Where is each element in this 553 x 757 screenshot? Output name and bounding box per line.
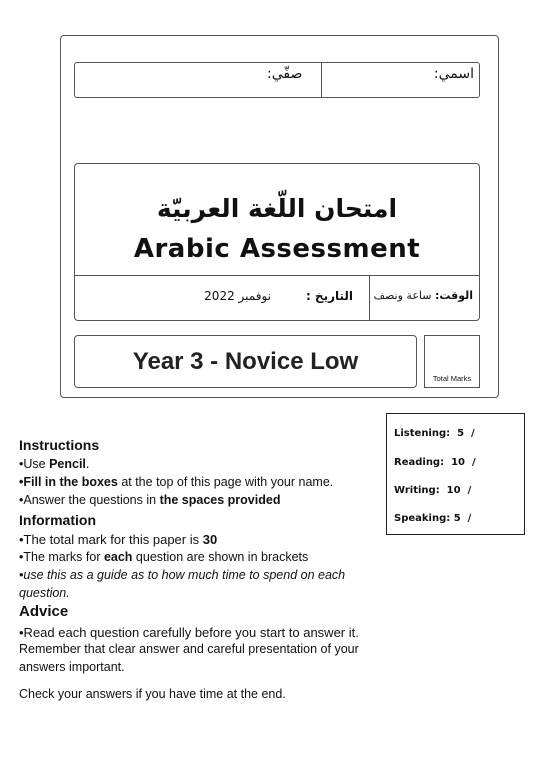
marks-slash: / xyxy=(471,428,475,439)
name-label: اسمي: xyxy=(433,66,474,82)
information-line-1 xyxy=(19,532,217,547)
year-level: Year 3 - Novice Low xyxy=(132,347,359,375)
marks-value: 10 xyxy=(451,457,465,468)
marks-row-writing xyxy=(394,485,471,496)
instruction-line-2 xyxy=(19,475,333,489)
english-title: Arabic Assessment xyxy=(133,234,421,264)
advice-heading: Advice xyxy=(19,603,69,620)
text: •The marks for xyxy=(19,550,104,564)
information-heading: Information xyxy=(19,512,96,528)
arabic-title: امتحان اللّغة العربيّة xyxy=(156,194,398,223)
title-separator xyxy=(75,275,479,276)
date-value: نوفمبر 2022 xyxy=(204,289,271,303)
name-class-divider xyxy=(321,63,322,97)
marks-label: Listening: xyxy=(394,428,451,439)
name-class-box xyxy=(74,62,480,98)
text: •Use xyxy=(19,457,50,471)
instruction-line-1 xyxy=(19,457,89,471)
text: question are shown in brackets xyxy=(132,550,309,564)
text-bold: •Fill in the boxes xyxy=(19,475,118,489)
total-marks-label: Total Marks xyxy=(432,374,472,383)
text: •The total mark for this paper is xyxy=(19,532,203,547)
text: at the top of this page with your name. xyxy=(117,475,334,489)
marks-value: 5 xyxy=(453,513,461,524)
total-marks-box xyxy=(424,335,480,388)
marks-value: 5 xyxy=(457,428,465,439)
date-label: التاريخ : xyxy=(305,289,353,303)
instructions-heading: Instructions xyxy=(19,437,100,453)
marks-slash: / xyxy=(471,457,476,468)
text-bold: Pencil xyxy=(49,457,86,471)
marks-table xyxy=(386,413,525,535)
time-date-divider xyxy=(369,275,370,320)
instruction-line-3 xyxy=(19,493,280,507)
marks-row-listening xyxy=(394,428,475,439)
marks-label: Writing: xyxy=(394,485,440,496)
time-field xyxy=(374,289,473,302)
title-box xyxy=(74,163,480,321)
text-bold: 30 xyxy=(202,532,218,547)
marks-label: Speaking: xyxy=(394,513,451,524)
text: . xyxy=(85,457,90,471)
information-line-3a: •use this as a guide as to how much time to spend on each xyxy=(19,568,346,582)
text-bold: the spaces provided xyxy=(159,493,281,507)
marks-label: Reading: xyxy=(394,457,445,468)
class-label: صفّي: xyxy=(267,66,303,82)
marks-slash: / xyxy=(467,513,472,524)
marks-slash: / xyxy=(467,485,472,496)
text-bold: each xyxy=(103,550,133,564)
time-value: ساعة ونصف xyxy=(373,289,432,302)
information-line-3b: question. xyxy=(19,586,70,600)
marks-row-reading xyxy=(394,457,476,468)
advice-line-2: Remember that clear answer and careful presentation of your xyxy=(19,642,359,656)
advice-line-1: •Read each question carefully before you start to answer it. xyxy=(19,625,359,640)
advice-line-3: answers important. xyxy=(19,660,125,674)
text: •Answer the questions in xyxy=(19,493,160,507)
marks-row-speaking xyxy=(394,513,471,524)
marks-value: 10 xyxy=(446,485,461,496)
information-line-2 xyxy=(19,550,308,564)
check-answers-note: Check your answers if you have time at the end. xyxy=(19,687,286,701)
time-label: الوقت: xyxy=(434,289,473,302)
year-level-box xyxy=(74,335,417,388)
